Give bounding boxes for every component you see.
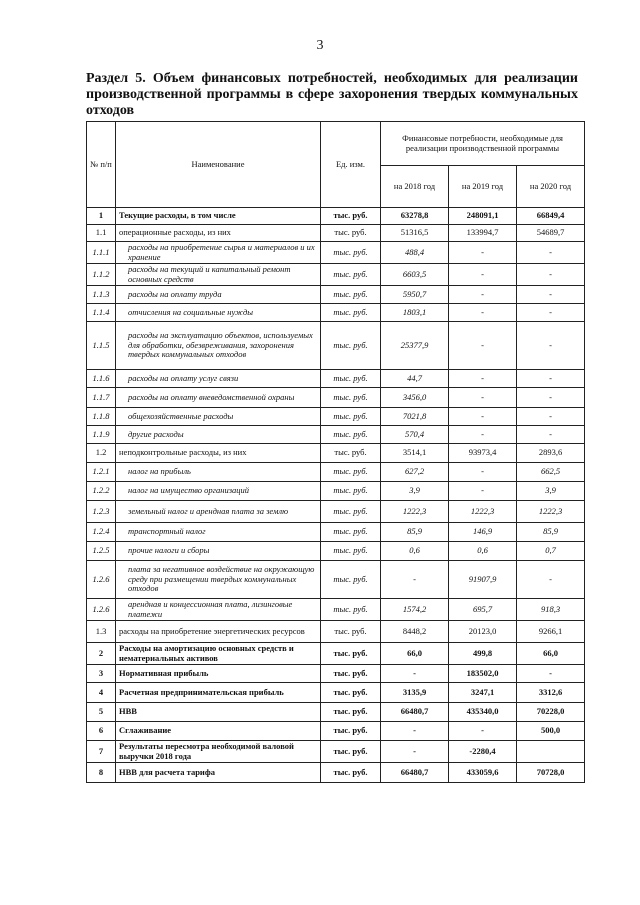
table-row xyxy=(87,683,585,703)
row-number: 1.1 xyxy=(87,225,116,242)
row-value-2018: 1222,3 xyxy=(381,501,449,523)
row-value-2018: - xyxy=(381,741,449,763)
header-year: на 2019 год xyxy=(449,166,517,208)
row-value-2019: - xyxy=(449,370,517,388)
row-name: расходы на оплату труда xyxy=(116,286,321,304)
table-row xyxy=(87,561,585,599)
table-row xyxy=(87,703,585,722)
table-row xyxy=(87,304,585,322)
row-value-2018: 6603,5 xyxy=(381,264,449,286)
row-value-2020: 662,5 xyxy=(517,463,585,482)
row-value-2018: 0,6 xyxy=(381,542,449,561)
table-row xyxy=(87,322,585,370)
row-name: Сглаживание xyxy=(116,722,321,741)
row-number: 1.1.4 xyxy=(87,304,116,322)
row-value-2018: 3135,9 xyxy=(381,683,449,703)
row-value-2020: - xyxy=(517,665,585,683)
row-value-2019: - xyxy=(449,286,517,304)
row-number: 1.1.6 xyxy=(87,370,116,388)
row-name: Расчетная предпринимательская прибыль xyxy=(116,683,321,703)
row-value-2020: - xyxy=(517,304,585,322)
table-row xyxy=(87,542,585,561)
row-unit: тыс. руб. xyxy=(321,703,381,722)
row-name: расходы на текущий и капитальный ремонт основных средств xyxy=(116,264,321,286)
row-number: 2 xyxy=(87,643,116,665)
row-name: расходы на приобретение сырья и материалов и их хранение xyxy=(116,242,321,264)
row-value-2018: 44,7 xyxy=(381,370,449,388)
row-name: отчисления на социальные нужды xyxy=(116,304,321,322)
row-number: 1.1.7 xyxy=(87,388,116,408)
row-value-2019: 248091,1 xyxy=(449,208,517,225)
row-value-2020: - xyxy=(517,388,585,408)
page-number: 3 xyxy=(316,38,324,53)
row-number: 1.2.6 xyxy=(87,599,116,621)
row-name: НВВ xyxy=(116,703,321,722)
row-value-2020: - xyxy=(517,561,585,599)
table-row xyxy=(87,501,585,523)
row-value-2019: - xyxy=(449,322,517,370)
table-row xyxy=(87,621,585,643)
table-row xyxy=(87,482,585,501)
table-row xyxy=(87,523,585,542)
row-value-2019: 1222,3 xyxy=(449,501,517,523)
row-value-2019: 133994,7 xyxy=(449,225,517,242)
row-number: 1.2.5 xyxy=(87,542,116,561)
row-number: 5 xyxy=(87,703,116,722)
row-value-2018: 3,9 xyxy=(381,482,449,501)
row-name: налог на имущество организаций xyxy=(116,482,321,501)
row-value-2020: 66,0 xyxy=(517,643,585,665)
row-number: 6 xyxy=(87,722,116,741)
row-unit: тыс. руб. xyxy=(321,444,381,463)
row-name: земельный налог и арендная плата за землю xyxy=(116,501,321,523)
row-value-2018: 63278,8 xyxy=(381,208,449,225)
row-unit: тыс. руб. xyxy=(321,482,381,501)
row-name: расходы на оплату услуг связи xyxy=(116,370,321,388)
row-value-2018: 7021,8 xyxy=(381,408,449,426)
row-value-2018: 51316,5 xyxy=(381,225,449,242)
row-name: операционные расходы, из них xyxy=(116,225,321,242)
row-unit: тыс. руб. xyxy=(321,683,381,703)
row-value-2020: 500,0 xyxy=(517,722,585,741)
row-unit: тыс. руб. xyxy=(321,225,381,242)
header-num: № п/п xyxy=(87,122,116,208)
row-value-2018: 8448,2 xyxy=(381,621,449,643)
row-value-2020: 66849,4 xyxy=(517,208,585,225)
table-row xyxy=(87,599,585,621)
row-unit: тыс. руб. xyxy=(321,264,381,286)
row-name: другие расходы xyxy=(116,426,321,444)
row-value-2020: - xyxy=(517,286,585,304)
row-name: Текущие расходы, в том числе xyxy=(116,208,321,225)
row-value-2019: 0,6 xyxy=(449,542,517,561)
row-value-2018: 66480,7 xyxy=(381,763,449,783)
row-value-2020: - xyxy=(517,426,585,444)
row-value-2019: 146,9 xyxy=(449,523,517,542)
row-value-2020: 2893,6 xyxy=(517,444,585,463)
header-name: Наименование xyxy=(116,122,321,208)
row-value-2019: - xyxy=(449,482,517,501)
row-number: 1.2 xyxy=(87,444,116,463)
row-number: 1.1.2 xyxy=(87,264,116,286)
row-value-2019: 499,8 xyxy=(449,643,517,665)
row-name: Результаты пересмотра необходимой валовой выручки 2018 года xyxy=(116,741,321,763)
row-unit: тыс. руб. xyxy=(321,304,381,322)
row-unit: тыс. руб. xyxy=(321,561,381,599)
row-number: 1.1.9 xyxy=(87,426,116,444)
table-row xyxy=(87,264,585,286)
row-value-2018: 627,2 xyxy=(381,463,449,482)
row-number: 1.2.6 xyxy=(87,561,116,599)
row-unit: тыс. руб. xyxy=(321,599,381,621)
row-value-2018: 85,9 xyxy=(381,523,449,542)
table-row xyxy=(87,463,585,482)
table-row xyxy=(87,741,585,763)
table-row xyxy=(87,665,585,683)
row-value-2018: 1803,1 xyxy=(381,304,449,322)
row-value-2019: 93973,4 xyxy=(449,444,517,463)
table-row xyxy=(87,388,585,408)
row-number: 8 xyxy=(87,763,116,783)
row-number: 7 xyxy=(87,741,116,763)
row-name: общехозяйственные расходы xyxy=(116,408,321,426)
table-row xyxy=(87,370,585,388)
row-name: НВВ для расчета тарифа xyxy=(116,763,321,783)
row-name: Нормативная прибыль xyxy=(116,665,321,683)
financial-needs-table xyxy=(86,121,585,783)
row-number: 1.1.5 xyxy=(87,322,116,370)
row-name: налог на прибыль xyxy=(116,463,321,482)
row-value-2019: -2280,4 xyxy=(449,741,517,763)
row-value-2020: 0,7 xyxy=(517,542,585,561)
row-value-2019: - xyxy=(449,463,517,482)
row-value-2019: 433059,6 xyxy=(449,763,517,783)
row-unit: тыс. руб. xyxy=(321,763,381,783)
row-unit: тыс. руб. xyxy=(321,388,381,408)
row-unit: тыс. руб. xyxy=(321,370,381,388)
table-row xyxy=(87,408,585,426)
row-unit: тыс. руб. xyxy=(321,722,381,741)
row-name: арендная и концессионная плата, лизинговые платежи xyxy=(116,599,321,621)
row-name: расходы на оплату вневедомственной охраны xyxy=(116,388,321,408)
row-unit: тыс. руб. xyxy=(321,665,381,683)
row-value-2019: 91907,9 xyxy=(449,561,517,599)
row-value-2019: 435340,0 xyxy=(449,703,517,722)
row-value-2020: - xyxy=(517,370,585,388)
row-number: 1.2.4 xyxy=(87,523,116,542)
row-value-2019: - xyxy=(449,304,517,322)
row-value-2018: 5950,7 xyxy=(381,286,449,304)
row-value-2018: - xyxy=(381,722,449,741)
row-number: 1 xyxy=(87,208,116,225)
row-number: 1.1.3 xyxy=(87,286,116,304)
row-value-2018: 3456,0 xyxy=(381,388,449,408)
table-row xyxy=(87,763,585,783)
row-number: 1.2.2 xyxy=(87,482,116,501)
row-unit: тыс. руб. xyxy=(321,463,381,482)
table-row xyxy=(87,722,585,741)
row-value-2018: - xyxy=(381,665,449,683)
row-value-2020 xyxy=(517,741,585,763)
row-value-2020: 70728,0 xyxy=(517,763,585,783)
row-number: 1.2.3 xyxy=(87,501,116,523)
header-year: на 2018 год xyxy=(381,166,449,208)
row-value-2020: - xyxy=(517,264,585,286)
row-name: плата за негативное воздействие на окружающую среду при размещении твердых коммунальных отходов xyxy=(116,561,321,599)
row-number: 1.1.8 xyxy=(87,408,116,426)
row-value-2018: 66,0 xyxy=(381,643,449,665)
row-value-2020: 918,3 xyxy=(517,599,585,621)
row-unit: тыс. руб. xyxy=(321,741,381,763)
row-number: 1.3 xyxy=(87,621,116,643)
row-value-2019: - xyxy=(449,242,517,264)
row-unit: тыс. руб. xyxy=(321,408,381,426)
row-name: расходы на приобретение энергетических ресурсов xyxy=(116,621,321,643)
row-value-2019: - xyxy=(449,722,517,741)
table-row xyxy=(87,426,585,444)
row-unit: тыс. руб. xyxy=(321,621,381,643)
row-value-2018: 66480,7 xyxy=(381,703,449,722)
row-name: прочие налоги и сборы xyxy=(116,542,321,561)
row-unit: тыс. руб. xyxy=(321,643,381,665)
row-value-2018: 25377,9 xyxy=(381,322,449,370)
row-name: Расходы на амортизацию основных средств и нематериальных активов xyxy=(116,643,321,665)
table-row xyxy=(87,208,585,225)
row-value-2020: 3312,6 xyxy=(517,683,585,703)
row-value-2019: 3247,1 xyxy=(449,683,517,703)
row-value-2020: 70228,0 xyxy=(517,703,585,722)
row-unit: тыс. руб. xyxy=(321,501,381,523)
row-value-2020: - xyxy=(517,408,585,426)
row-name: расходы на эксплуатацию объектов, используемых для обработки, обезвреживания, захоронения твердых коммунальных отходов xyxy=(116,322,321,370)
row-value-2019: - xyxy=(449,388,517,408)
row-value-2020: 85,9 xyxy=(517,523,585,542)
row-value-2020: 1222,3 xyxy=(517,501,585,523)
row-unit: тыс. руб. xyxy=(321,242,381,264)
row-value-2018: 3514,1 xyxy=(381,444,449,463)
row-value-2019: 695,7 xyxy=(449,599,517,621)
row-number: 4 xyxy=(87,683,116,703)
table-row xyxy=(87,225,585,242)
row-value-2019: - xyxy=(449,426,517,444)
row-value-2019: - xyxy=(449,408,517,426)
row-value-2020: 54689,7 xyxy=(517,225,585,242)
row-value-2020: - xyxy=(517,322,585,370)
row-value-2018: 1574,2 xyxy=(381,599,449,621)
table-row xyxy=(87,286,585,304)
table-row xyxy=(87,242,585,264)
table-row xyxy=(87,444,585,463)
row-value-2018: 488,4 xyxy=(381,242,449,264)
row-name: неподконтрольные расходы, из них xyxy=(116,444,321,463)
row-number: 3 xyxy=(87,665,116,683)
row-unit: тыс. руб. xyxy=(321,286,381,304)
row-value-2020: 9266,1 xyxy=(517,621,585,643)
header-unit: Ед. изм. xyxy=(321,122,381,208)
row-number: 1.2.1 xyxy=(87,463,116,482)
row-value-2019: 20123,0 xyxy=(449,621,517,643)
row-value-2018: - xyxy=(381,561,449,599)
row-value-2019: - xyxy=(449,264,517,286)
row-unit: тыс. руб. xyxy=(321,426,381,444)
row-unit: тыс. руб. xyxy=(321,542,381,561)
row-value-2020: 3,9 xyxy=(517,482,585,501)
row-number: 1.1.1 xyxy=(87,242,116,264)
row-unit: тыс. руб. xyxy=(321,208,381,225)
header-year: на 2020 год xyxy=(517,166,585,208)
section-title: Раздел 5. Объем финансовых потребностей, необходимых для реализации производственной программы в сфере захоронения твердых коммунальных отходов xyxy=(86,71,578,118)
row-value-2020: - xyxy=(517,242,585,264)
header-group: Финансовые потребности, необходимые для реализации производственной программы xyxy=(381,122,585,166)
row-value-2018: 570,4 xyxy=(381,426,449,444)
row-name: транспортный налог xyxy=(116,523,321,542)
table-row xyxy=(87,643,585,665)
row-unit: тыс. руб. xyxy=(321,322,381,370)
row-value-2019: 183502,0 xyxy=(449,665,517,683)
row-unit: тыс. руб. xyxy=(321,523,381,542)
